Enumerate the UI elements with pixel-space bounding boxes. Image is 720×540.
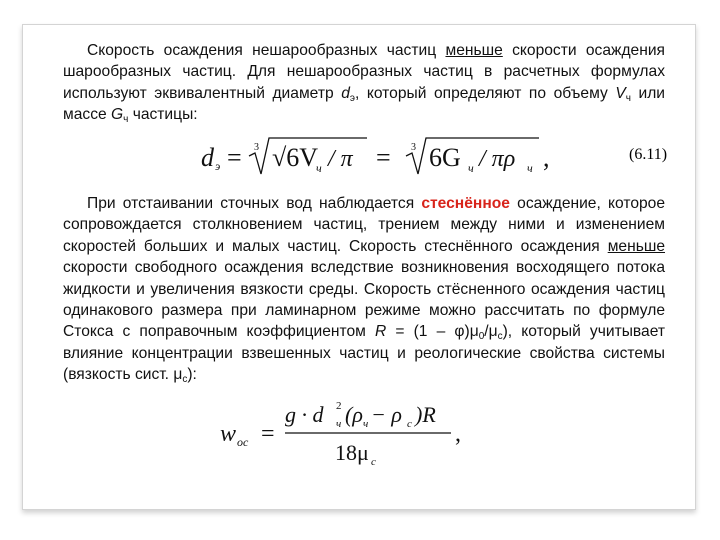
stokes-formula: [23, 395, 695, 475]
text: /μ: [484, 323, 498, 341]
text: или массе: [63, 84, 665, 124]
sub-ch: ч: [625, 92, 631, 104]
underlined-less: меньше: [445, 42, 503, 59]
cube-root-index: 3: [254, 142, 259, 153]
equation-number: (6.11): [629, 146, 668, 163]
formula-comma: ,: [543, 143, 550, 172]
text: , который определяют по объему: [354, 84, 616, 102]
var-g: G: [111, 106, 124, 124]
text: ), который учитывает влияние концентрации взвешенных частиц и реологические свойства системы (вязкость сист. μ: [63, 323, 665, 384]
var-d: d: [341, 84, 350, 102]
slide: [22, 24, 696, 510]
numerator-sup: 2: [336, 400, 342, 412]
radicand-sub: ч: [316, 161, 322, 175]
highlight-hindered: стеснённое: [421, 195, 510, 212]
denominator-sub: c: [371, 456, 376, 468]
text: осаждение, которое сопровождается столкновением частиц, трением между ними и изменением скоростей больших и малых частиц. Скорость стеснённого осаждения: [63, 195, 666, 255]
sub-c: с: [497, 331, 503, 343]
formula-lhs-sub: э: [215, 159, 221, 173]
text: ):: [187, 366, 197, 384]
hindered-settling-paragraph: [63, 193, 665, 386]
sub-e: э: [349, 92, 355, 104]
sub-zero: 0: [478, 331, 485, 343]
var-v: V: [615, 84, 626, 102]
radicand-six-g: 6G: [429, 143, 461, 172]
formula-comma: ,: [455, 421, 461, 447]
text: Скорость осаждения нешарообразных частиц: [87, 42, 446, 59]
text: скорости осаждения шарообразных частиц. Для нешарообразных частиц в расчетных формулах используют эквивалентный диаметр: [63, 42, 665, 102]
numerator-rho-ch: (ρ: [345, 402, 363, 427]
radicand-sub: ч: [468, 161, 474, 175]
numerator-sub: ч: [363, 418, 369, 430]
formula-lhs: d: [201, 143, 214, 172]
text: частицы:: [128, 106, 198, 124]
numerator-g-d: g · d: [285, 402, 324, 427]
radicand-sub2: ч: [527, 161, 533, 175]
equivalent-diameter-formula: [23, 134, 695, 180]
equals-sign: =: [227, 143, 242, 172]
numerator-minus-rho: − ρ: [371, 402, 402, 427]
denominator: 18μ: [335, 440, 369, 465]
numerator-r: )R: [415, 402, 436, 427]
radicand-six-v: √6V: [272, 143, 319, 172]
cube-root-index: 3: [411, 142, 416, 153]
numerator-sub: ч: [336, 418, 342, 430]
sub-ch: ч: [123, 114, 129, 126]
text: скорости свободного осаждения вследствие возникновения восходящего потока жидкости и увеличения вязкости среды. Скорость стёсненного осаждения частиц одинакового размера при ламинарном режиме можно рассчитать по формуле Стокса с поправочным коэффициентом: [63, 259, 665, 341]
formula-lhs: w: [220, 421, 237, 447]
var-r: R: [374, 323, 387, 341]
text: При отстаивании сточных вод наблюдается: [87, 195, 422, 212]
radicand-mid: / πρ: [479, 146, 516, 172]
equals-sign: =: [376, 143, 391, 172]
numerator-sub: c: [407, 418, 412, 430]
intro-paragraph: [63, 40, 665, 126]
sub-c: с: [182, 374, 188, 386]
equals-sign: =: [261, 421, 275, 447]
radicand-tail: / π: [328, 146, 353, 172]
formula-lhs-sub: ос: [237, 435, 249, 449]
text: = (1 – φ)μ: [386, 323, 479, 341]
underlined-less: меньше: [607, 237, 665, 255]
